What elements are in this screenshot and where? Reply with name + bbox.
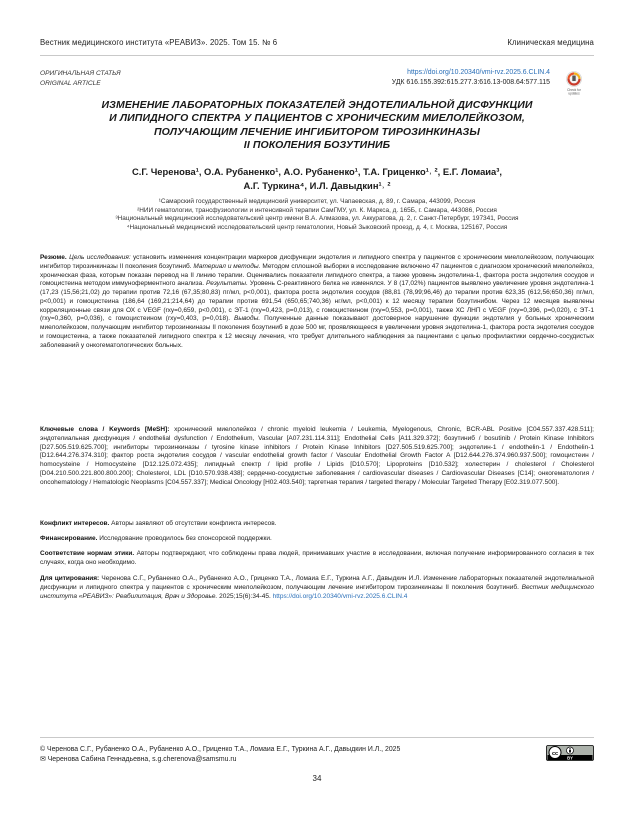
citation: [40, 575, 594, 601]
affiliation: ⁴Национальный медицинский исследовательский центр гематологии, Новый Зыковский проезд, д. 4, г. Москва, 125167, Россия: [126, 224, 508, 232]
page-number: 34: [312, 774, 322, 783]
keywords: [40, 426, 594, 487]
author-list: [60, 165, 574, 193]
results-text: Уровень С-реактивного белка не изменялся. У 8 (17,02%) пациентов выявлено увеличение уровня эндотелина-1 (17,23 (15,56;21,02) до терапии против 72,16 (67,35;80,83) пг/мл, p<0,001), фактора роста эндотелия сосудов (88,81 (78,99;96,46) до терапии против 623,35 (612,56;650,36) пг/мл, p<0,001) и гомоцистеина (186,64 (169,21;214,64) до терапии против 691,54 (650,65;740,36) нг/мл, p<0,001) к 12 месяцу терапии бозутинибом. Через 12 месяцев выявлены корреляционные связи для ОХ с VEGF (rxy=0,659, p<0,001), с ЭТ-1 (rxy=0,423, p=0,013), с гомоцистеином (rxy=0,553, p=0,001), также ХС ЛНП с VEGF (rxy=0,396, p=0,020), с ЭТ-1 (rxy=0,360, p=0,036), с гомоцистеином (rxy=0,403, p=0,018).: [40, 280, 594, 323]
conflict-text: Авторы заявляют об отсутствии конфликта интересов.: [109, 520, 277, 527]
conflict-of-interest: [40, 520, 594, 529]
svg-text:cc: cc: [551, 750, 559, 757]
methods-label: Материал и методы.: [193, 262, 261, 270]
conclusions-text: Полученные данные показывают достоверное нарушение функции эндотелия у больных хроническим миелолейкозом, получающим ингибитор тирозинкиназы II поколения бозутиниб в дозе 500 мг, проявляющееся в увеличении уровня эндотелина-1, фактора роста эндотелия сосудов и гомоцистеина, а также показателей липидного спектра к 12 месяцу лечения, что требует длительного наблюдения за пациентами с целью профилактики сердечно-сосудистых заболеваний у онкогематологических больных.: [40, 315, 594, 349]
citation-doi-link[interactable]: https://doi.org/10.20340/vmi-rvz.2025.6.CLIN.4: [272, 592, 408, 600]
doi-block: [392, 68, 550, 87]
corresponding-author: ✉ Черенова Сабина Геннадьевна, s.g.cherenova@samsmu.ru: [40, 756, 237, 763]
article-type-ru: ОРИГИНАЛЬНАЯ СТАТЬЯ: [40, 70, 121, 77]
conflict-label: Конфликт интересов.: [40, 520, 110, 527]
article-type: [40, 69, 121, 88]
affiliation: ²НИИ гематологии, трансфузиологии и интенсивной терапии СамГМУ, ул. К. Маркса, д. 165Б, г. Самара, 443086, Россия: [137, 206, 497, 214]
title-line: И ЛИПИДНОГО СПЕКТРА У ПАЦИЕНТОВ С ХРОНИЧЕСКИМ МИЕЛОЛЕЙКОЗОМ,: [109, 112, 525, 125]
aim-text: установить изменения концентрации маркеров дисфункции эндотелия и липидного спектра у пациентов с хроническим миелолейкозом, получающих ингибитор тирозинкиназы II поколения бозутиниб.: [40, 254, 594, 270]
authors-line: А.Г. Туркина⁴, И.Л. Давыдкин¹˒ ²: [243, 180, 391, 191]
cc-by-license-icon[interactable]: [546, 745, 594, 761]
ethics-label: Соответствие нормам этики.: [40, 550, 135, 557]
title-line: II ПОКОЛЕНИЯ БОЗУТИНИБ: [243, 138, 391, 151]
ethics-text: Авторы подтверждают, что соблюдены права людей, принимавших участие в исследовании, включая получение информированного согласия в тех случаях, когда оно необходимо.: [40, 550, 594, 566]
copyright: © Черенова С.Г., Рубаненко О.А., Рубаненко А.О., Гриценко Т.А., Ломаиа Е.Г., Туркина А.Г., Давыдкин И.Л., 2025: [40, 746, 401, 753]
article-type-en: ORIGINAL ARTICLE: [40, 79, 101, 87]
badge-line2: updates: [568, 91, 580, 96]
citation-label: Для цитирования:: [40, 575, 100, 582]
affiliation: ³Национальный медицинский исследовательский центр имени В.А. Алмазова, ул. Аккуратова, д. 2, г. Санкт-Петербург, 197341, Россия: [115, 215, 519, 223]
article-title: [50, 99, 584, 152]
funding-label: Финансирование.: [40, 535, 98, 542]
citation-text: Черенова С.Г., Рубаненко О.А., Рубаненко А.О., Гриценко Т.А., Ломаиа Е.Г., Туркина А.Г., Давыдкин И.Л. Изменение лабораторных показателей эндотелиальной дисфункции и липидного спектра у пациентов с хроническим миелолейкозом, получающим лечение ингибитором тирозинкиназы II поколения бозутиниб.: [40, 575, 595, 591]
abstract-label: Резюме.: [40, 254, 67, 261]
conclusions-label: Выводы.: [234, 315, 261, 323]
affiliation: ¹Самарский государственный медицинский университет, ул. Чапаевская, д. 89, г. Самара, 443099, Россия: [158, 198, 476, 205]
badge-line1: Check for: [567, 88, 581, 92]
journal-running-title: Вестник медицинского института «РЕАВИЗ». 2025. Том 15. № 6: [40, 38, 278, 47]
funding: [40, 535, 594, 544]
funding-text: Исследование проводилось без спонсорской поддержки.: [97, 535, 272, 542]
ethics-statement: [40, 550, 594, 568]
header-divider: [40, 55, 594, 56]
check-for-updates-icon[interactable]: [563, 70, 585, 96]
citation-tail: 2025;15(6):34-45.: [217, 592, 273, 600]
udk-code: УДК 616.155.392:615.277.3:616.13-008.64:577.115: [391, 78, 550, 86]
license-label: BY: [567, 755, 573, 761]
title-line: ИЗМЕНЕНИЕ ЛАБОРАТОРНЫХ ПОКАЗАТЕЛЕЙ ЭНДОТЕЛИАЛЬНОЙ ДИСФУНКЦИИ: [101, 99, 533, 111]
methods-text: Методом сплошной выборки в исследование включено 47 пациентов с диагнозом хронический миелолейкоз, хроническая фаза, которым показан перевод на II линию терапии. Оценивались показатели липидного спектра, а также уровень эндотелина-1, фактора роста эндотелия сосудов и гомоцистеина методом иммуноферментного анализа.: [40, 262, 594, 288]
keywords-text: хронический миелолейкоз / chronic myeloid leukemia / Leukemia, Myelogenous, Chronic, BCR-ABL Positive [C04.557.337.428.511]; эндотелиальная дисфункция / endothelial dysfunction / Endothelium, Vascular [A07.231.114.311]; Endothelial Cells [A11.329.372]; бозутиниб / bosutinib / Protein Kinase Inhibitors [D27.505.519.625.700]; ингибиторы тирозинкиназы / tyrosine kinase inhibitors / Protein Kinase Inhibitors [D27.505.519.625.700]; эндотелин-1 / endothelin-1 / Endothelin-1 [D12.644.276.374.310]; фактор роста эндотелия сосудов / vascular endothelial growth factor / Vascular Endothelial Growth Factor A [D12.644.276.374.960.937.500]; гомоцистеин / homocysteine / Homocysteine [D12.125.072.435]; липидный спектр / lipid profile / Lipids [D10.570]; Lipoproteins [D10.532]; холестерин / cholesterol / Cholesterol [D04.210.500.221.800.800.200]; Cholesterol, LDL [D10.570.938.438]; сердечно-сосудистые заболевания / cardiovascular diseases / Cardiovascular Diseases [C14]; онкогематология / oncohematology / Hematologic Neoplasms [C04.557.337]; Medical Oncology [H02.403.540]; таргетная терапия / targeted therapy / Molecular Targeted Therapy [E02.319.077.500].: [40, 426, 594, 486]
title-line: ПОЛУЧАЮЩИМ ЛЕЧЕНИЕ ИНГИБИТОРОМ ТИРОЗИНКИНАЗЫ: [153, 125, 480, 138]
footer-divider: [40, 737, 594, 738]
authors-line: С.Г. Черенова¹, О.А. Рубаненко¹, А.О. Рубаненко¹, Т.А. Гриценко¹˒ ², Е.Г. Ломаиа³,: [132, 166, 502, 177]
citation-journal: Вестник медицинского института «РЕАВИЗ»: Реабилитация, Врач и Здоровье.: [40, 583, 594, 600]
doi-link[interactable]: https://doi.org/10.20340/vmi-rvz.2025.6.CLIN.4: [407, 69, 550, 76]
aim-label: Цель исследования:: [69, 254, 131, 261]
abstract: [40, 254, 594, 350]
affiliations: [40, 198, 594, 233]
footer: [40, 745, 400, 765]
section-name: Клиническая медицина: [507, 38, 594, 47]
keywords-label: Ключевые слова / Keywords [MeSH]:: [40, 426, 170, 433]
results-label: Результаты.: [206, 280, 248, 288]
